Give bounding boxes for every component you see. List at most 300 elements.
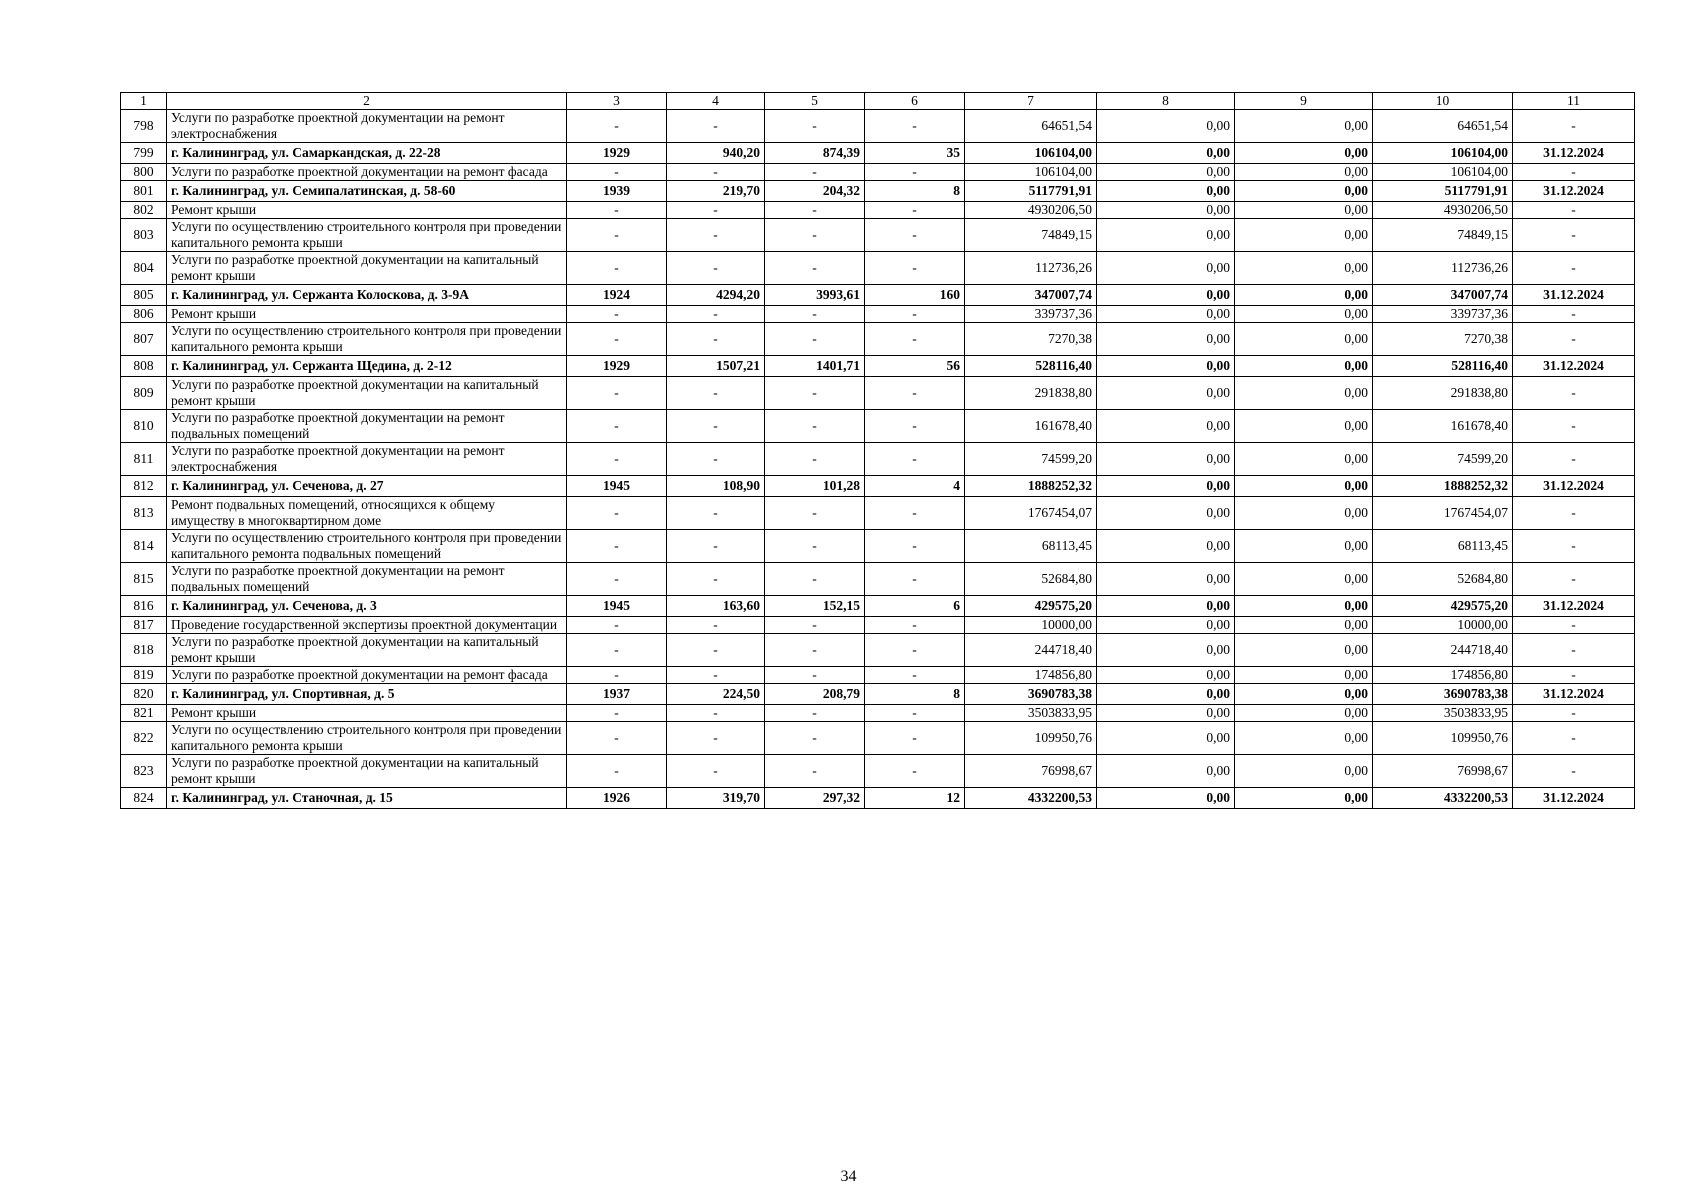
column-header: 9 <box>1235 93 1373 110</box>
cell-area-living: - <box>765 252 865 285</box>
cell-cost-col9: 0,00 <box>1235 443 1373 476</box>
cell-area-living: - <box>765 219 865 252</box>
cell-residents: - <box>865 110 965 143</box>
cell-cost-col8: 0,00 <box>1097 143 1235 164</box>
cell-cost-col9: 0,00 <box>1235 252 1373 285</box>
work-row <box>121 530 1635 563</box>
cell-year: - <box>567 667 667 684</box>
cell-area-total: - <box>667 110 765 143</box>
object-row <box>121 596 1635 617</box>
cell-deadline: 31.12.2024 <box>1513 143 1635 164</box>
cell-year: - <box>567 530 667 563</box>
cell-area-living: - <box>765 323 865 356</box>
row-description: Услуги по осуществлению строительного контроля при проведении капитального ремонта крыши <box>167 323 567 356</box>
cell-area-total: 1507,21 <box>667 356 765 377</box>
cell-cost-col9: 0,00 <box>1235 219 1373 252</box>
cell-area-living: - <box>765 563 865 596</box>
cell-cost-col9: 0,00 <box>1235 530 1373 563</box>
row-number: 798 <box>121 110 167 143</box>
cell-cost-col9: 0,00 <box>1235 306 1373 323</box>
cell-residents: - <box>865 164 965 181</box>
cell-cost-col10: 74599,20 <box>1373 443 1513 476</box>
cell-cost-total: 291838,80 <box>965 377 1097 410</box>
cell-residents: - <box>865 323 965 356</box>
cell-cost-col8: 0,00 <box>1097 110 1235 143</box>
cell-area-living: - <box>765 722 865 755</box>
cell-cost-col9: 0,00 <box>1235 143 1373 164</box>
row-description: г. Калининград, ул. Самаркандская, д. 22-28 <box>167 143 567 164</box>
row-description: Услуги по разработке проектной документации на капитальный ремонт крыши <box>167 755 567 788</box>
row-description: Услуги по разработке проектной документации на капитальный ремонт крыши <box>167 634 567 667</box>
cell-deadline: - <box>1513 410 1635 443</box>
cell-cost-total: 161678,40 <box>965 410 1097 443</box>
work-row <box>121 110 1635 143</box>
cell-area-total: - <box>667 705 765 722</box>
cell-area-total: - <box>667 634 765 667</box>
cell-residents: - <box>865 705 965 722</box>
cell-residents: - <box>865 377 965 410</box>
cell-deadline: 31.12.2024 <box>1513 285 1635 306</box>
row-description: Услуги по разработке проектной документации на ремонт фасада <box>167 164 567 181</box>
cell-cost-col8: 0,00 <box>1097 722 1235 755</box>
cell-cost-col9: 0,00 <box>1235 705 1373 722</box>
row-description: г. Калининград, ул. Сержанта Колоскова, д. 3-9А <box>167 285 567 306</box>
cell-cost-col8: 0,00 <box>1097 181 1235 202</box>
cell-area-total: 319,70 <box>667 788 765 809</box>
cell-cost-total: 244718,40 <box>965 634 1097 667</box>
cell-area-total: - <box>667 497 765 530</box>
row-number: 803 <box>121 219 167 252</box>
cell-area-total: - <box>667 443 765 476</box>
cell-residents: - <box>865 722 965 755</box>
column-header: 11 <box>1513 93 1635 110</box>
cell-deadline: - <box>1513 497 1635 530</box>
cell-year: 1924 <box>567 285 667 306</box>
cell-cost-col9: 0,00 <box>1235 667 1373 684</box>
cell-cost-col10: 68113,45 <box>1373 530 1513 563</box>
cell-deadline: 31.12.2024 <box>1513 356 1635 377</box>
cell-area-total: - <box>667 202 765 219</box>
cell-cost-total: 68113,45 <box>965 530 1097 563</box>
cell-deadline: - <box>1513 755 1635 788</box>
cell-deadline: - <box>1513 722 1635 755</box>
cell-year: 1926 <box>567 788 667 809</box>
cell-area-total: - <box>667 563 765 596</box>
cell-cost-col9: 0,00 <box>1235 755 1373 788</box>
cell-residents: - <box>865 252 965 285</box>
cell-residents: 160 <box>865 285 965 306</box>
work-row <box>121 634 1635 667</box>
cell-area-total: - <box>667 410 765 443</box>
cell-deadline: 31.12.2024 <box>1513 476 1635 497</box>
cell-cost-col10: 52684,80 <box>1373 563 1513 596</box>
cell-cost-col8: 0,00 <box>1097 755 1235 788</box>
row-description: Ремонт крыши <box>167 705 567 722</box>
row-number: 820 <box>121 684 167 705</box>
cell-cost-col8: 0,00 <box>1097 667 1235 684</box>
cell-cost-col9: 0,00 <box>1235 410 1373 443</box>
cell-cost-col9: 0,00 <box>1235 563 1373 596</box>
cell-cost-total: 528116,40 <box>965 356 1097 377</box>
cell-cost-col10: 76998,67 <box>1373 755 1513 788</box>
cell-cost-total: 7270,38 <box>965 323 1097 356</box>
cell-year: - <box>567 306 667 323</box>
cell-year: - <box>567 755 667 788</box>
row-description: Услуги по осуществлению строительного контроля при проведении капитального ремонта подвальных помещений <box>167 530 567 563</box>
row-description: Проведение государственной экспертизы проектной документации <box>167 617 567 634</box>
cell-area-living: - <box>765 530 865 563</box>
cell-cost-total: 429575,20 <box>965 596 1097 617</box>
row-description: Услуги по осуществлению строительного контроля при проведении капитального ремонта крыши <box>167 219 567 252</box>
cell-area-living: - <box>765 705 865 722</box>
cell-cost-col8: 0,00 <box>1097 497 1235 530</box>
cell-cost-col9: 0,00 <box>1235 285 1373 306</box>
cell-cost-col10: 5117791,91 <box>1373 181 1513 202</box>
cell-year: - <box>567 323 667 356</box>
cell-deadline: - <box>1513 252 1635 285</box>
row-description: Ремонт крыши <box>167 306 567 323</box>
cell-cost-col10: 291838,80 <box>1373 377 1513 410</box>
work-row <box>121 563 1635 596</box>
cell-cost-col10: 174856,80 <box>1373 667 1513 684</box>
row-description: г. Калининград, ул. Сержанта Щедина, д. 2-12 <box>167 356 567 377</box>
cell-year: - <box>567 410 667 443</box>
cell-cost-total: 74849,15 <box>965 219 1097 252</box>
page-number: 34 <box>840 1168 857 1185</box>
cell-area-total: - <box>667 755 765 788</box>
column-header: 4 <box>667 93 765 110</box>
cell-residents: - <box>865 563 965 596</box>
cell-cost-col8: 0,00 <box>1097 285 1235 306</box>
cell-cost-col8: 0,00 <box>1097 443 1235 476</box>
cell-deadline: - <box>1513 110 1635 143</box>
row-description: Услуги по разработке проектной документации на ремонт фасада <box>167 667 567 684</box>
cell-year: - <box>567 110 667 143</box>
work-row <box>121 219 1635 252</box>
cell-cost-col9: 0,00 <box>1235 323 1373 356</box>
work-row <box>121 705 1635 722</box>
work-row <box>121 252 1635 285</box>
cell-cost-total: 3503833,95 <box>965 705 1097 722</box>
work-row <box>121 306 1635 323</box>
cell-residents: 35 <box>865 143 965 164</box>
row-number: 799 <box>121 143 167 164</box>
cell-cost-col8: 0,00 <box>1097 563 1235 596</box>
row-number: 802 <box>121 202 167 219</box>
row-number: 822 <box>121 722 167 755</box>
cell-residents: - <box>865 219 965 252</box>
cell-cost-col10: 528116,40 <box>1373 356 1513 377</box>
cell-year: 1929 <box>567 356 667 377</box>
cell-area-living: 101,28 <box>765 476 865 497</box>
cell-cost-col10: 74849,15 <box>1373 219 1513 252</box>
cell-residents: - <box>865 617 965 634</box>
cell-cost-total: 3690783,38 <box>965 684 1097 705</box>
cell-cost-col10: 347007,74 <box>1373 285 1513 306</box>
cell-cost-total: 1767454,07 <box>965 497 1097 530</box>
cell-area-living: 3993,61 <box>765 285 865 306</box>
cell-area-living: 1401,71 <box>765 356 865 377</box>
column-header: 2 <box>167 93 567 110</box>
row-description: г. Калининград, ул. Семипалатинская, д. 58-60 <box>167 181 567 202</box>
cell-cost-total: 347007,74 <box>965 285 1097 306</box>
work-row <box>121 323 1635 356</box>
row-number: 810 <box>121 410 167 443</box>
cell-residents: - <box>865 634 965 667</box>
cell-area-living: - <box>765 202 865 219</box>
cell-deadline: - <box>1513 563 1635 596</box>
row-description: Услуги по разработке проектной документации на ремонт подвальных помещений <box>167 563 567 596</box>
work-row <box>121 377 1635 410</box>
row-number: 809 <box>121 377 167 410</box>
cell-cost-col8: 0,00 <box>1097 617 1235 634</box>
row-description: Ремонт подвальных помещений, относящихся к общему имуществу в многоквартирном доме <box>167 497 567 530</box>
cell-year: - <box>567 219 667 252</box>
cell-cost-col10: 161678,40 <box>1373 410 1513 443</box>
cell-deadline: - <box>1513 164 1635 181</box>
cell-year: - <box>567 722 667 755</box>
object-row <box>121 476 1635 497</box>
row-description: Услуги по осуществлению строительного контроля при проведении капитального ремонта крыши <box>167 722 567 755</box>
cell-cost-col9: 0,00 <box>1235 110 1373 143</box>
cell-cost-col8: 0,00 <box>1097 323 1235 356</box>
row-description: г. Калининград, ул. Спортивная, д. 5 <box>167 684 567 705</box>
cell-area-living: - <box>765 164 865 181</box>
work-row <box>121 667 1635 684</box>
cell-cost-total: 52684,80 <box>965 563 1097 596</box>
cell-cost-col10: 106104,00 <box>1373 164 1513 181</box>
cell-cost-col8: 0,00 <box>1097 252 1235 285</box>
cell-area-living: 208,79 <box>765 684 865 705</box>
cell-cost-col9: 0,00 <box>1235 617 1373 634</box>
column-header: 5 <box>765 93 865 110</box>
cell-residents: - <box>865 443 965 476</box>
cell-residents: - <box>865 755 965 788</box>
work-row <box>121 617 1635 634</box>
cell-cost-col9: 0,00 <box>1235 377 1373 410</box>
row-number: 808 <box>121 356 167 377</box>
row-number: 815 <box>121 563 167 596</box>
cell-residents: - <box>865 497 965 530</box>
work-row <box>121 497 1635 530</box>
column-header: 8 <box>1097 93 1235 110</box>
cell-cost-total: 112736,26 <box>965 252 1097 285</box>
cell-cost-col10: 7270,38 <box>1373 323 1513 356</box>
cell-deadline: - <box>1513 634 1635 667</box>
cell-area-total: 108,90 <box>667 476 765 497</box>
cell-deadline: 31.12.2024 <box>1513 596 1635 617</box>
cell-area-total: 219,70 <box>667 181 765 202</box>
object-row <box>121 181 1635 202</box>
cell-deadline: - <box>1513 667 1635 684</box>
cell-deadline: 31.12.2024 <box>1513 788 1635 809</box>
cell-year: 1945 <box>567 596 667 617</box>
cell-cost-col9: 0,00 <box>1235 596 1373 617</box>
work-row <box>121 410 1635 443</box>
cell-cost-total: 339737,36 <box>965 306 1097 323</box>
cell-cost-total: 5117791,91 <box>965 181 1097 202</box>
cell-residents: 6 <box>865 596 965 617</box>
cell-year: - <box>567 164 667 181</box>
cell-cost-total: 4332200,53 <box>965 788 1097 809</box>
cell-cost-total: 174856,80 <box>965 667 1097 684</box>
row-description: Ремонт крыши <box>167 202 567 219</box>
cell-year: 1929 <box>567 143 667 164</box>
row-number: 819 <box>121 667 167 684</box>
cell-cost-col9: 0,00 <box>1235 202 1373 219</box>
cell-residents: - <box>865 306 965 323</box>
cell-area-living: - <box>765 497 865 530</box>
work-row <box>121 164 1635 181</box>
cell-cost-col10: 4930206,50 <box>1373 202 1513 219</box>
cell-year: - <box>567 497 667 530</box>
cell-area-total: - <box>667 667 765 684</box>
cell-cost-col10: 106104,00 <box>1373 143 1513 164</box>
cell-area-total: - <box>667 530 765 563</box>
cell-deadline: 31.12.2024 <box>1513 181 1635 202</box>
cell-deadline: - <box>1513 377 1635 410</box>
cell-area-total: - <box>667 252 765 285</box>
cell-area-total: 163,60 <box>667 596 765 617</box>
cell-cost-total: 76998,67 <box>965 755 1097 788</box>
work-row <box>121 722 1635 755</box>
cell-cost-total: 1888252,32 <box>965 476 1097 497</box>
row-number: 816 <box>121 596 167 617</box>
cell-cost-total: 109950,76 <box>965 722 1097 755</box>
cell-cost-col8: 0,00 <box>1097 705 1235 722</box>
cell-deadline: - <box>1513 202 1635 219</box>
cell-year: - <box>567 377 667 410</box>
cell-year: - <box>567 705 667 722</box>
row-number: 811 <box>121 443 167 476</box>
cell-year: - <box>567 634 667 667</box>
cell-deadline: - <box>1513 323 1635 356</box>
object-row <box>121 356 1635 377</box>
row-number: 824 <box>121 788 167 809</box>
cell-area-total: - <box>667 164 765 181</box>
column-header: 7 <box>965 93 1097 110</box>
row-description: г. Калининград, ул. Сеченова, д. 27 <box>167 476 567 497</box>
cell-area-living: - <box>765 443 865 476</box>
cell-year: - <box>567 202 667 219</box>
cell-year: - <box>567 443 667 476</box>
cell-cost-col10: 64651,54 <box>1373 110 1513 143</box>
cell-residents: 8 <box>865 684 965 705</box>
cell-area-living: - <box>765 755 865 788</box>
cell-area-living: - <box>765 410 865 443</box>
work-row <box>121 202 1635 219</box>
cell-cost-col10: 3503833,95 <box>1373 705 1513 722</box>
cell-cost-col10: 112736,26 <box>1373 252 1513 285</box>
cell-area-living: 204,32 <box>765 181 865 202</box>
work-row <box>121 755 1635 788</box>
row-number: 823 <box>121 755 167 788</box>
cell-area-total: - <box>667 219 765 252</box>
cell-cost-col9: 0,00 <box>1235 497 1373 530</box>
cell-cost-col9: 0,00 <box>1235 722 1373 755</box>
cell-deadline: - <box>1513 443 1635 476</box>
cell-area-total: - <box>667 722 765 755</box>
cell-cost-col9: 0,00 <box>1235 181 1373 202</box>
cell-cost-total: 10000,00 <box>965 617 1097 634</box>
column-header: 6 <box>865 93 965 110</box>
object-row <box>121 285 1635 306</box>
cell-cost-col9: 0,00 <box>1235 684 1373 705</box>
cell-residents: - <box>865 530 965 563</box>
object-row <box>121 684 1635 705</box>
cell-year: - <box>567 252 667 285</box>
cell-year: 1939 <box>567 181 667 202</box>
cell-cost-col9: 0,00 <box>1235 356 1373 377</box>
cell-cost-col8: 0,00 <box>1097 410 1235 443</box>
cell-cost-col10: 1888252,32 <box>1373 476 1513 497</box>
cell-deadline: - <box>1513 306 1635 323</box>
cell-cost-col10: 10000,00 <box>1373 617 1513 634</box>
row-description: г. Калининград, ул. Сеченова, д. 3 <box>167 596 567 617</box>
cell-area-living: 152,15 <box>765 596 865 617</box>
cell-cost-col8: 0,00 <box>1097 377 1235 410</box>
row-number: 805 <box>121 285 167 306</box>
cell-area-living: - <box>765 617 865 634</box>
cell-cost-col9: 0,00 <box>1235 788 1373 809</box>
object-row <box>121 788 1635 809</box>
cell-area-total: 4294,20 <box>667 285 765 306</box>
cell-year: 1945 <box>567 476 667 497</box>
work-row <box>121 443 1635 476</box>
row-description: Услуги по разработке проектной документации на ремонт электроснабжения <box>167 110 567 143</box>
cell-area-total: - <box>667 377 765 410</box>
cell-cost-col10: 339737,36 <box>1373 306 1513 323</box>
column-header: 10 <box>1373 93 1513 110</box>
cell-area-living: 874,39 <box>765 143 865 164</box>
table-body <box>121 110 1635 809</box>
cell-residents: 56 <box>865 356 965 377</box>
row-number: 801 <box>121 181 167 202</box>
cell-cost-col8: 0,00 <box>1097 219 1235 252</box>
row-number: 812 <box>121 476 167 497</box>
cell-area-living: - <box>765 377 865 410</box>
row-description: г. Калининград, ул. Станочная, д. 15 <box>167 788 567 809</box>
cell-cost-col10: 244718,40 <box>1373 634 1513 667</box>
cell-cost-col8: 0,00 <box>1097 476 1235 497</box>
cell-area-total: 224,50 <box>667 684 765 705</box>
cell-cost-total: 106104,00 <box>965 164 1097 181</box>
cell-area-total: - <box>667 306 765 323</box>
cell-cost-col8: 0,00 <box>1097 788 1235 809</box>
cell-cost-col8: 0,00 <box>1097 634 1235 667</box>
header-row <box>121 93 1635 110</box>
cell-cost-total: 74599,20 <box>965 443 1097 476</box>
cell-residents: - <box>865 667 965 684</box>
cell-cost-col9: 0,00 <box>1235 164 1373 181</box>
row-description: Услуги по разработке проектной документации на капитальный ремонт крыши <box>167 377 567 410</box>
cell-cost-col8: 0,00 <box>1097 684 1235 705</box>
cell-residents: 4 <box>865 476 965 497</box>
cell-year: - <box>567 617 667 634</box>
cell-deadline: 31.12.2024 <box>1513 684 1635 705</box>
cell-cost-col10: 429575,20 <box>1373 596 1513 617</box>
cell-residents: 8 <box>865 181 965 202</box>
row-number: 800 <box>121 164 167 181</box>
cell-cost-col10: 3690783,38 <box>1373 684 1513 705</box>
cell-area-living: - <box>765 634 865 667</box>
row-number: 818 <box>121 634 167 667</box>
row-description: Услуги по разработке проектной документации на ремонт электроснабжения <box>167 443 567 476</box>
cell-residents: - <box>865 410 965 443</box>
cell-cost-col8: 0,00 <box>1097 356 1235 377</box>
cell-deadline: - <box>1513 705 1635 722</box>
cell-deadline: - <box>1513 617 1635 634</box>
